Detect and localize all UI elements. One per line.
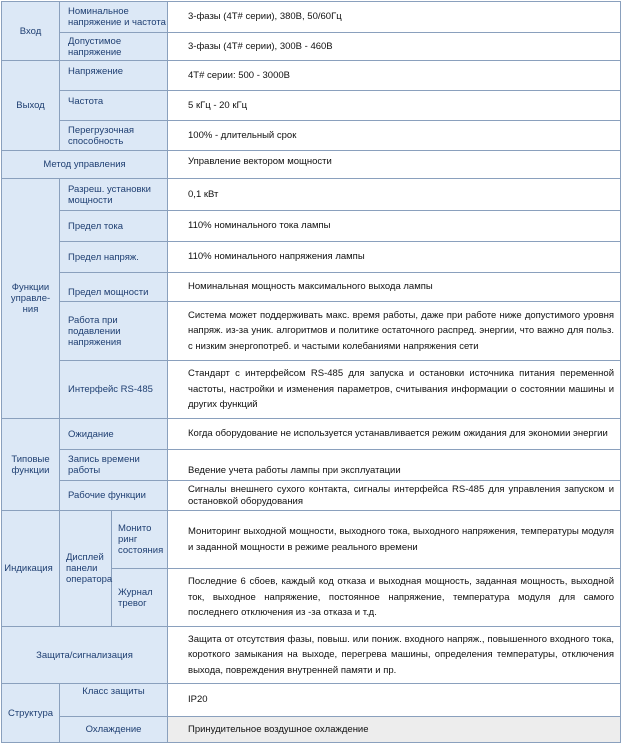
label-input-allowed [60, 33, 168, 61]
label-standby: Ожидание [60, 419, 168, 450]
value-power-limit: Номинальная мощность максимального выхода лампы [168, 273, 621, 302]
value-output-frequency: 5 кГц - 20 кГц [168, 91, 621, 121]
label-text: Журнал тревог [118, 586, 153, 609]
label-text: Работа при подавлении напряжения [68, 314, 122, 348]
group-control-functions [2, 179, 60, 419]
label-status-monitoring [112, 511, 168, 569]
label-work-functions: Рабочие функции [60, 481, 168, 511]
group-text: Функции управле- ния [10, 282, 51, 315]
table-row [2, 684, 621, 717]
value-work-functions: Сигналы внешнего сухого контакта, сигналы интерфейса RS-485 для управления запуском и остановкой оборудования [168, 481, 621, 511]
value-current-limit: 110% номинального тока лампы [168, 211, 621, 242]
value-status-monitoring: Мониторинг выходной мощности, выходного тока, выходного напряжения, температуры модуля и заданной мощности в режиме реального времени [168, 511, 621, 569]
group-input: Вход [2, 2, 60, 61]
label-text: Запись времени работы [68, 454, 140, 476]
table-row [2, 450, 621, 481]
group-text: Дисплей панели оператора [66, 552, 113, 585]
table-row [2, 481, 621, 511]
label-voltage-limit: Предел напряж. [60, 242, 168, 273]
table-row [2, 302, 621, 361]
value-voltage-suppression: Система может поддерживать макс. время работы, даже при работе ниже допустимого уровня напряж. из-за уник. алгоритмов и политике остаточного распред. энергии, что важно для польз. с низким энергопотреб. и частыми колебаниями напряжения сети [168, 302, 621, 361]
label-cooling: Охлаждение [60, 717, 168, 743]
label-text: Монито ринг состояния [118, 523, 164, 556]
group-output: Выход [2, 61, 60, 151]
label-rs485: Интерфейс RS-485 [60, 361, 168, 419]
value-protection-class: IP20 [168, 684, 621, 717]
value-control-method: Управление вектором мощности [168, 151, 621, 179]
table-row [2, 61, 621, 91]
table-row [2, 151, 621, 179]
label-power-resolution [60, 179, 168, 211]
label-voltage-suppression [60, 302, 168, 361]
label-power-limit: Предел мощности [60, 273, 168, 302]
table-row [2, 273, 621, 302]
value-input-rated: 3-фазы (4T# серии), 380В, 50/60Гц [168, 2, 621, 33]
table-row [2, 121, 621, 151]
table-row [2, 361, 621, 419]
value-rs485: Стандарт с интерфейсом RS-485 для запуска и остановки источника питания переменной частоты, настройки и изменения параметров, считывания информации о состоянии машины и других функций [168, 361, 621, 419]
table-row [2, 242, 621, 273]
table-row [2, 627, 621, 684]
value-protection: Защита от отсутствия фазы, повыш. или пониж. входного напряж., повышенного входного тока, короткого замыкания на выходе, перегрева машины, определения температуры, отключения выхода, повреждения внутренней памяти и пр. [168, 627, 621, 684]
group-operator-display [60, 511, 112, 627]
value-alarm-log: Последние 6 сбоев, каждый код отказа и выходная мощность, заданная мощность, выходной ток, выходное напряжение, постоянное напряжение, температура модуля для самого последнего отключения из -за отказа и т.д. [168, 569, 621, 627]
value-output-voltage: 4T# серии: 500 - 3000В [168, 61, 621, 91]
group-text: Типовые функции [11, 453, 50, 476]
table-row [2, 33, 621, 61]
group-structure: Структура [2, 684, 60, 743]
label-output-frequency: Частота [60, 91, 168, 121]
group-control-method: Метод управления [2, 151, 168, 179]
label-output-overload [60, 121, 168, 151]
label-input-rated [60, 2, 168, 33]
label-current-limit: Предел тока [60, 211, 168, 242]
label-alarm-log [112, 569, 168, 627]
value-power-resolution: 0,1 кВт [168, 179, 621, 211]
value-input-allowed: 3-фазы (4T# серии), 300В - 460В [168, 33, 621, 61]
group-protection: Защита/сигнализация [2, 627, 168, 684]
value-standby: Когда оборудование не используется устанавливается режим ожидания для экономии энергии [168, 419, 621, 450]
label-protection-class: Класс защиты [60, 684, 168, 717]
spec-table [1, 1, 621, 743]
label-text: Номинальное напряжение и частота [68, 6, 166, 28]
label-text: Перегрузочная способность [68, 124, 135, 147]
label-text: Допустимое напряжение [68, 35, 122, 58]
table-row [2, 179, 621, 211]
group-typical-functions [2, 419, 60, 511]
table-row [2, 511, 621, 569]
group-indication: Индикация [2, 511, 60, 627]
table-row [2, 211, 621, 242]
value-work-time: Ведение учета работы лампы при эксплуатации [168, 450, 621, 481]
table-row [2, 2, 621, 33]
table-row [2, 419, 621, 450]
value-output-overload: 100% - длительный срок [168, 121, 621, 151]
label-text: Разреш. установки мощности [68, 183, 151, 206]
label-work-time [60, 450, 168, 481]
label-output-voltage: Напряжение [60, 61, 168, 91]
value-cooling: Принудительное воздушное охлаждение [168, 717, 621, 743]
value-voltage-limit: 110% номинального напряжения лампы [168, 242, 621, 273]
table-row [2, 91, 621, 121]
